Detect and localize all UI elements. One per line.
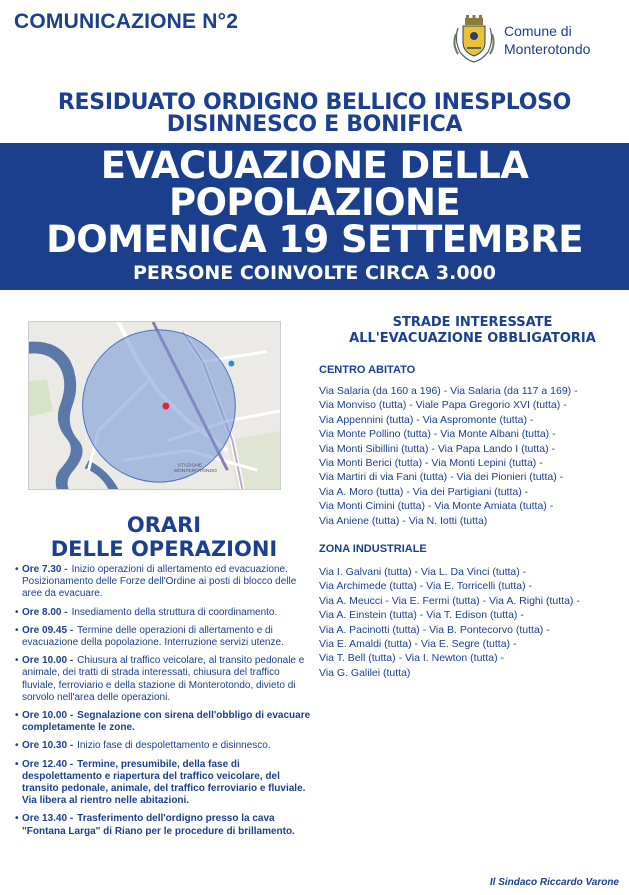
operation-item: • Ore 7.30 - Inizio operazioni di allertamento ed evacuazione. Posizionamento delle Forze dell'Ordine ai posti di blocco delle aree da evacuare. — [16, 564, 314, 601]
operation-item: • Ore 12.40 - Termine, presumibile, della fase di despolettamento e riapertura del traffico veicolare, del transito pedonale, animale, del traffico ferroviario e fluviale. Via libera al rientro nelle abitazioni. — [16, 759, 314, 808]
operation-item: • Ore 10.30 - Inizio fase di despolettamento e disinnesco. — [16, 740, 314, 752]
centro-abitato-streets — [319, 384, 625, 528]
street-line: Via E. Amaldi (tutta) - Via E. Segre (tutta) - — [319, 638, 517, 651]
evacuation-map — [28, 321, 281, 490]
street-line: Via Monti Sibillini (tutta) - Via Papa Lando I (tutta) - — [319, 442, 555, 455]
operation-item: • Ore 10.00 - Chiusura al traffico veicolare, al transito pedonale e animale, dei tratti di strada interessati, chiusura del traffico fluviale, ferroviario e della stazione di Monterotondo, divieto di sorvolo nell'area delle operazioni. — [16, 655, 314, 704]
street-line: Via Archimede (tutta) - Via E. Torricelli (tutta) - — [319, 580, 532, 593]
street-line: Via A. Einstein (tutta) - Via T. Edison (tutta) - — [319, 609, 524, 622]
street-line: Via T. Bell (tutta) - Via I. Newton (tutta) - — [319, 652, 504, 665]
street-line: Via Martiri di via Fani (tutta) - Via dei Pionieri (tutta) - — [319, 471, 564, 484]
street-line: Via A. Meucci - Via E. Fermi (tutta) - Via A. Righi (tutta) - — [319, 594, 580, 607]
street-line: Via I. Galvani (tutta) - Via L. Da Vinci (tutta) - — [319, 566, 527, 578]
evacuation-banner — [0, 143, 629, 290]
street-line: Via Monviso (tutta) - Viale Papa Gregorio XVI (tutta) - — [319, 399, 567, 412]
zona-industriale-streets — [319, 565, 625, 680]
operation-item: • Ore 09.45 - Termine delle operazioni di allertamento e di evacuazione della popolazione. Interruzione servizi utenze. — [16, 625, 314, 649]
operation-item: • Ore 13.40 - Trasferimento dell'ordigno presso la cava "Fontana Larga" di Riano per le procedure di brillamento. — [16, 813, 314, 837]
banner-line-3: DOMENICA 19 SETTEMBRE — [46, 218, 583, 261]
comune-logo-text — [504, 22, 590, 58]
communication-number: COMUNICAZIONE N°2 — [14, 10, 239, 33]
banner-line-2: POPOLAZIONE — [168, 181, 461, 224]
centro-abitato-title: CENTRO ABITATO — [319, 364, 416, 376]
subtitle-line-2: DISINNESCO E BONIFICA — [166, 112, 463, 137]
street-line: Via A. Moro (tutta) - Via dei Partigiani (tutta) - — [319, 485, 529, 498]
street-line: Via G. Galilei (tutta) — [319, 666, 411, 679]
operation-item: • Ore 10.00 - Segnalazione con sirena dell'obbligo di evacuare completamente le zone. — [16, 710, 314, 734]
map-station-label-1: STAZIONE — [177, 463, 203, 469]
street-line: Via A. Pacinotti (tutta) - Via B. Pontecorvo (tutta) - — [319, 623, 550, 636]
streets-title-line-2: ALL'EVACUAZIONE OBBLIGATORIA — [349, 331, 596, 346]
street-line: Via Appennini (tutta) - Via Aspromonte (tutta) - — [319, 413, 534, 426]
street-line: Via Aniene (tutta) - Via N. Iotti (tutta) — [319, 514, 488, 527]
orari-title-line-1: ORARI — [126, 513, 202, 537]
people-involved: PERSONE COINVOLTE CIRCA 3.000 — [133, 262, 496, 284]
city-crest-icon — [452, 14, 496, 64]
street-line: Via Monti Berici (tutta) - Via Monti Lepini (tutta) - — [319, 457, 543, 470]
mayor-signature: Il Sindaco Riccardo Varone — [489, 877, 619, 888]
street-line: Via Monte Pollino (tutta) - Via Monte Albani (tutta) - — [319, 428, 556, 441]
comune-line-1: Comune di — [504, 23, 572, 39]
operations-list — [16, 564, 314, 844]
operation-item: • Ore 8.00 - Insediamento della struttura di coordinamento. — [16, 607, 314, 619]
zona-industriale-title: ZONA INDUSTRIALE — [319, 543, 427, 555]
street-line: Via Monti Cimini (tutta) - Via Monte Amiata (tutta) - — [319, 500, 554, 513]
comune-line-2: Monterotondo — [504, 41, 591, 57]
banner-line-1: EVACUAZIONE DELLA — [100, 144, 529, 187]
street-line: Via Salaria (da 160 a 196) - Via Salaria (da 117 a 169) - — [319, 385, 578, 397]
orari-title-line-2: DELLE OPERAZIONI — [50, 537, 278, 561]
subtitle-line-1: RESIDUATO ORDIGNO BELLICO INESPLOSO — [57, 90, 572, 115]
streets-title-line-1: STRADE INTERESSATE — [392, 315, 553, 330]
map-station-label-2: MONTEROTONDO — [173, 469, 217, 475]
